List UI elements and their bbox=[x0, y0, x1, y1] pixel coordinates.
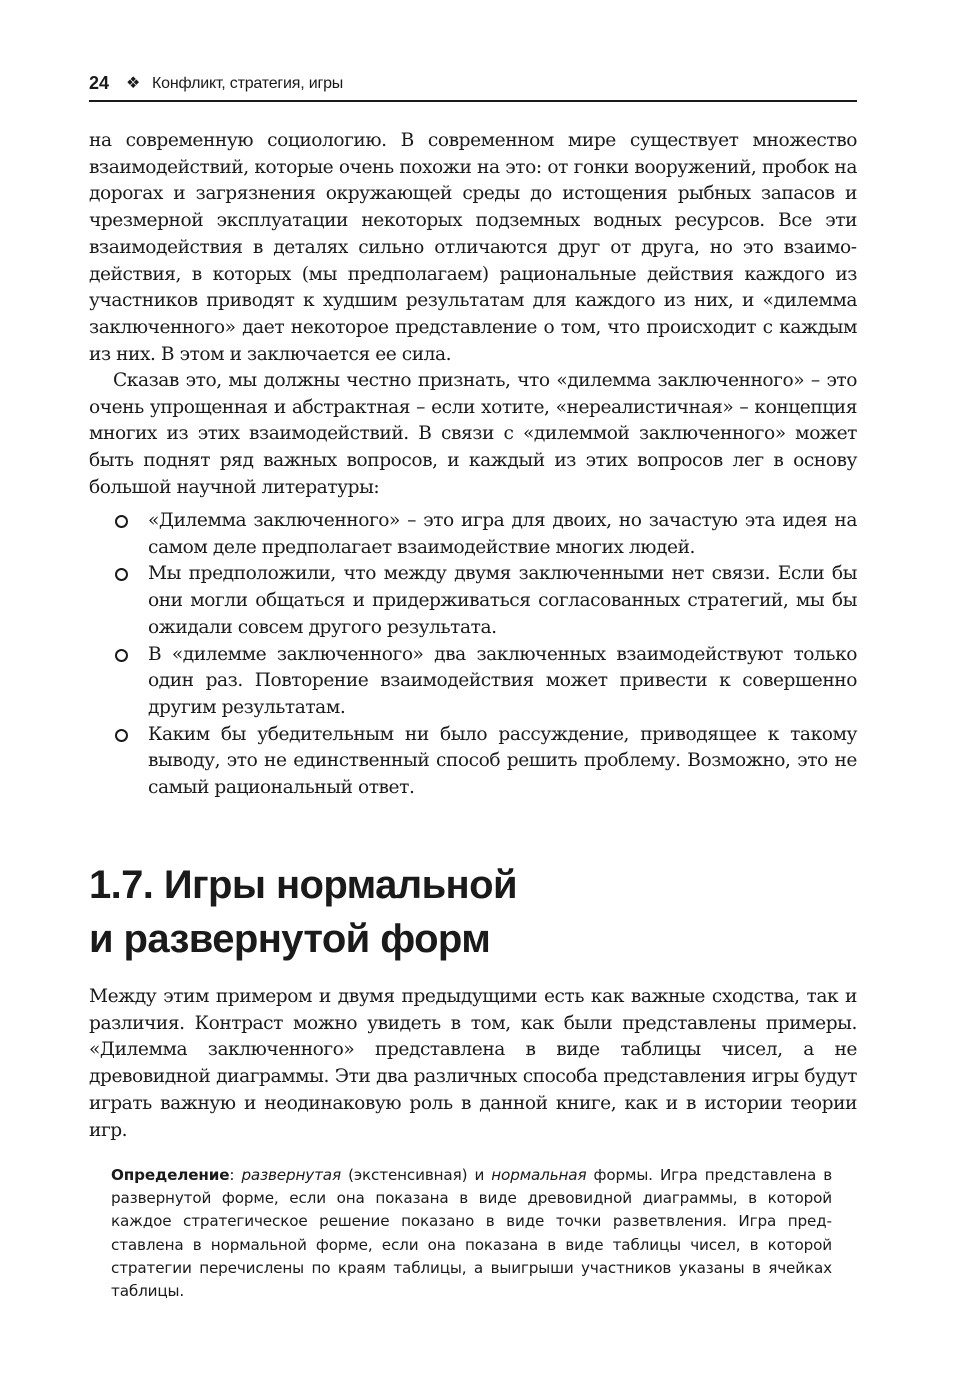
circle-bullet-icon bbox=[115, 515, 128, 528]
circle-bullet-icon bbox=[115, 568, 128, 581]
section-heading-line-2: и развернутой форм bbox=[89, 917, 491, 961]
page-number: 24 bbox=[89, 73, 110, 93]
list-item bbox=[89, 642, 857, 722]
paragraph-3: Между этим примером и двумя предыдущими есть как важные сходства, так и различия. Контраст можно увидеть в том, как были представлены примеры. «Дилемма заключенного» представлена в виде таблицы чисел, а не древовидной диаграммы. Эти два различных способа представления игры будут играть важную и неодинаковую роль в данной книге, как и в истории теории игр. bbox=[89, 986, 857, 1141]
paragraph-2-container bbox=[89, 368, 857, 502]
list-item-text: Каким бы убедительным ни было рассуждение, приводящее к такому выводу, это не единственный способ решить проблему. Возможно, это не самый рациональный ответ. bbox=[148, 723, 857, 799]
list-item bbox=[89, 561, 857, 641]
paragraph-1: на современную социологию. В современном мире существует множество взаимодействий, которые очень похожи на это: от гонки вооружений, пробок на дорогах и загрязнения окружающей среды до истощения рыбных запасов и чрезмерной эксплуатации некоторых подземных водных ресурсов. Все эти взаимодействия в деталях сильно отличаются друг от друга, но это взаимодействия, в которых (мы предполагаем) рациональные действия каждого из участников приводят к худшим результатам для каждого из них, и «дилемма заключенного» дает некоторое представление о том, что происходит с каждым из них. В этом и заключается ее сила. bbox=[89, 130, 857, 365]
section-heading-line-1: 1.7. Игры нормальной bbox=[89, 863, 517, 907]
definition-text: формы. Игра представлена в развернутой форме, если она показана в виде древовидной диаграммы, в которой каждое стратегическое решение показано в виде точки разветвления. Игра представлена в нормальной форме, если она показана в виде таблицы чисел, в которой стратегии перечислены по краям таблицы, а выигрыши участников указаны в ячейках таблицы. bbox=[111, 1166, 832, 1301]
page-header bbox=[89, 70, 857, 102]
running-title: Конфликт, стратегия, игры bbox=[152, 75, 344, 92]
ornament-icon: ❖ bbox=[126, 75, 141, 92]
paragraph-3-container bbox=[89, 984, 857, 1144]
list-item-text: В «дилемме заключенного» два заключенных взаимодействуют только один раз. Повторение взаимодействия может привести к совершенно другим результатам. bbox=[148, 643, 857, 718]
definition-text-middle: (экстенсивная) и bbox=[340, 1166, 492, 1184]
definition-label: Определение bbox=[111, 1166, 230, 1184]
definition-term-normal: нормальная bbox=[491, 1166, 587, 1184]
bullet-list bbox=[89, 508, 857, 802]
list-item bbox=[89, 508, 857, 561]
section-heading bbox=[89, 858, 857, 966]
paragraph-1-container bbox=[89, 128, 857, 368]
definition-term-extensive: развернутая bbox=[241, 1166, 341, 1184]
definition-colon: : bbox=[229, 1166, 242, 1184]
circle-bullet-icon bbox=[115, 729, 128, 742]
paragraph-2: Сказав это, мы должны честно признать, что «дилемма заключенного» – это очень упрощенная и абстрактная – если хотите, «нереалистичная» – концепция многих из этих взаимодействий. В связи с «дилеммой заключенного» может быть поднят ряд важных вопросов, и каждый из этих вопросов лег в основу большой научной литературы: bbox=[89, 370, 857, 498]
circle-bullet-icon bbox=[115, 649, 128, 662]
list-item bbox=[89, 722, 857, 802]
list-item-text: «Дилемма заключенного» – это игра для двоих, но зачастую эта идея на самом деле предполагает взаимодействие многих людей. bbox=[148, 510, 857, 558]
list-item-text: Мы предположили, что между двумя заключенными нет связи. Если бы они могли общаться и придерживаться согласованных стратегий, мы бы ожидали совсем другого результата. bbox=[148, 563, 857, 638]
definition-box bbox=[111, 1164, 832, 1303]
